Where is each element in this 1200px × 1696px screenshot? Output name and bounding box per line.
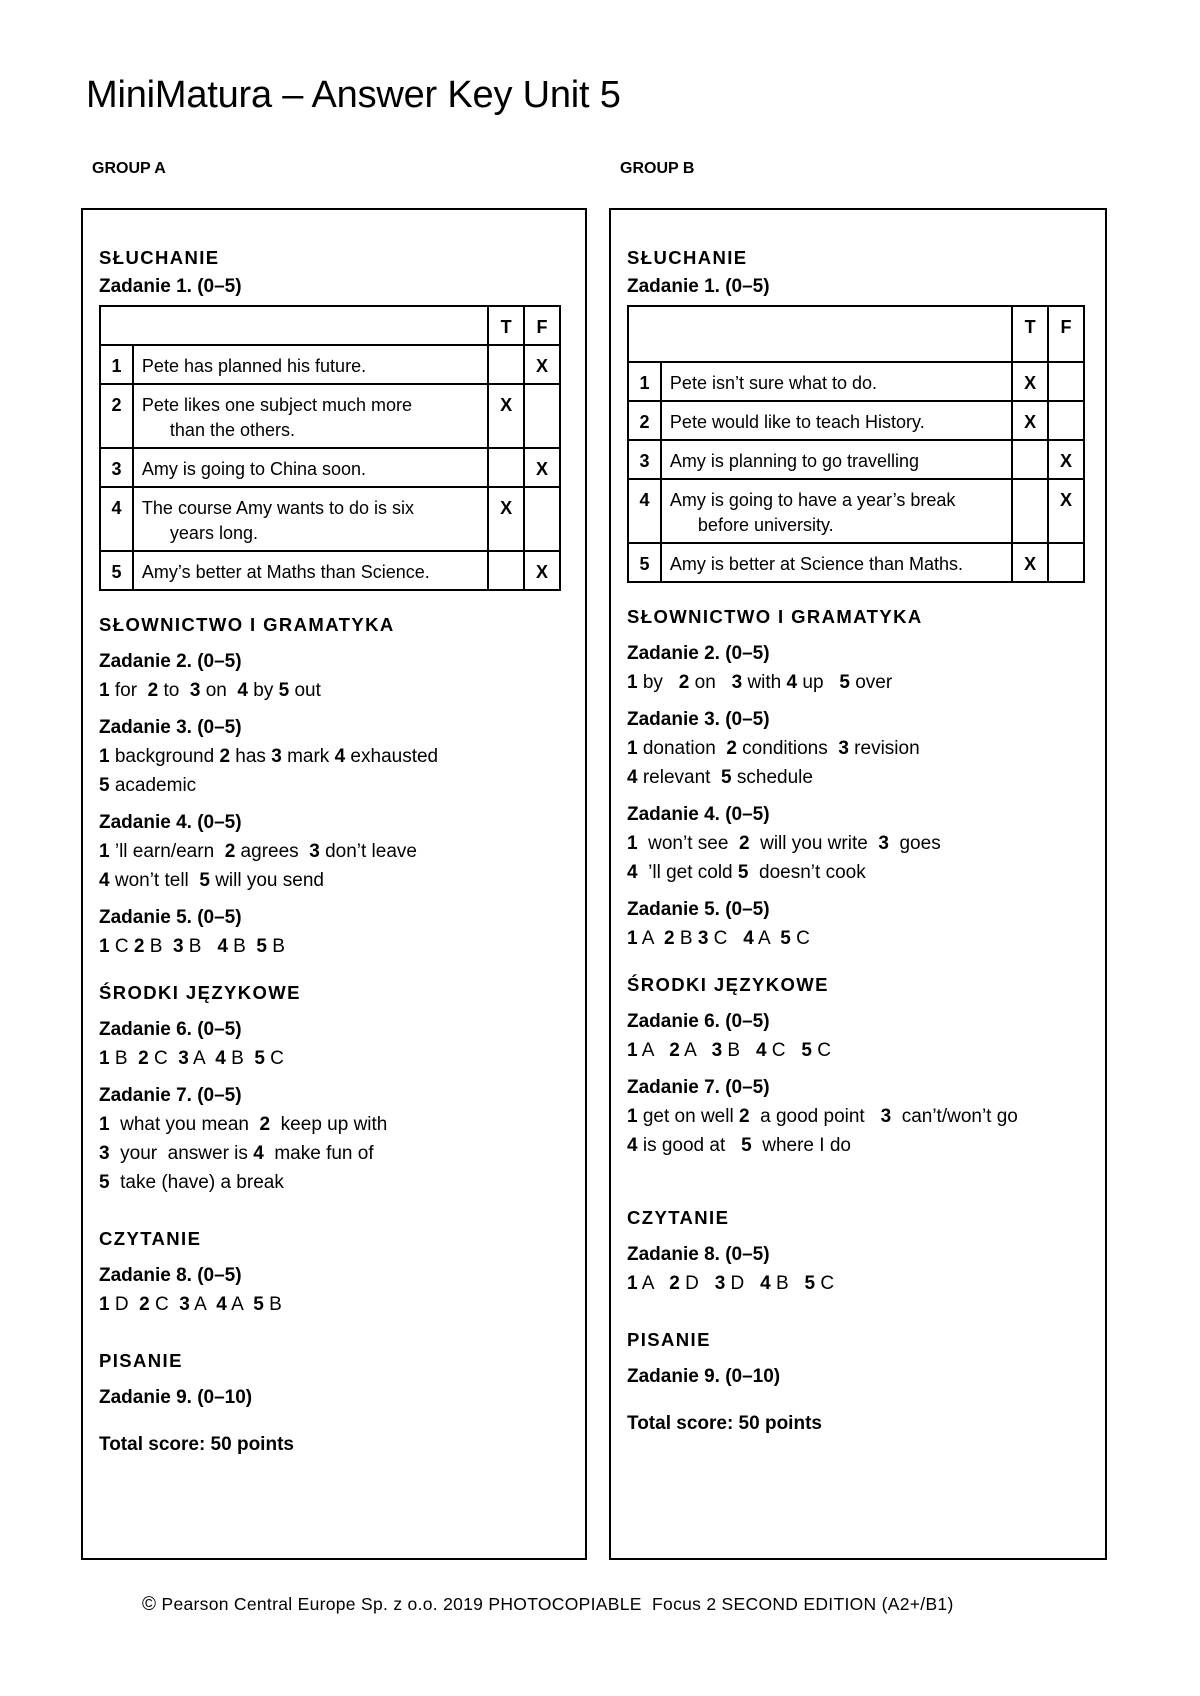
answer-number: 5 — [99, 1172, 110, 1193]
reading-heading: CZYTANIE — [99, 1228, 202, 1249]
answer-number: 1 — [99, 936, 110, 957]
answer-value: by — [248, 680, 279, 701]
answer-line — [627, 1102, 1093, 1131]
task-title: Zadanie 8. (0–5) — [627, 1244, 770, 1265]
answer-value: will you write — [749, 833, 879, 854]
answer-value: a good point — [749, 1106, 881, 1127]
answer-value: academic — [109, 775, 197, 796]
task-title: Zadanie 9. (0–10) — [627, 1366, 781, 1387]
answer-line — [627, 924, 1093, 953]
table-row — [628, 543, 1084, 582]
answer-value: take (have) a break — [109, 1172, 284, 1193]
answer-number: 3 — [838, 738, 849, 759]
answer-number: 4 — [237, 680, 248, 701]
table-row — [628, 401, 1084, 440]
false-mark: X — [524, 448, 560, 487]
group-b-label: GROUP B — [620, 160, 695, 177]
task-title: Zadanie 2. (0–5) — [99, 651, 242, 672]
table-row — [100, 551, 560, 590]
answer-value: relevant — [637, 767, 722, 788]
answer-number: 2 — [669, 1273, 680, 1294]
task-title: Zadanie 5. (0–5) — [627, 899, 770, 920]
row-number: 4 — [100, 487, 133, 551]
answer-number: 2 — [738, 1106, 750, 1127]
language-means-heading: ŚRODKI JĘZYKOWE — [99, 982, 301, 1003]
answer-value: your answer is — [109, 1143, 254, 1164]
answer-line — [99, 1139, 573, 1168]
task-title: Zadanie 2. (0–5) — [627, 643, 770, 664]
answer-value: won’t tell — [109, 870, 200, 891]
false-mark: X — [524, 345, 560, 384]
answer-number: 1 — [627, 1040, 638, 1061]
answer-number: 2 — [147, 680, 159, 701]
answer-number: 1 — [627, 738, 638, 759]
answer-number: 5 — [199, 870, 210, 891]
answer-value: B — [674, 928, 698, 949]
answer-value: on — [200, 680, 238, 701]
answer-number: 2 — [738, 833, 750, 854]
task-title: Zadanie 4. (0–5) — [99, 812, 242, 833]
answer-number: 3 — [178, 1048, 189, 1069]
answer-number: 4 — [627, 862, 638, 883]
answer-number: 5 — [254, 1048, 265, 1069]
group-a-content — [99, 244, 573, 1459]
row-number: 2 — [100, 384, 133, 448]
answer-value: can’t/won’t go — [891, 1106, 1018, 1127]
answer-line — [627, 858, 1093, 887]
answer-number: 2 — [669, 1040, 680, 1061]
answer-value: D — [679, 1273, 715, 1294]
answer-number: 2 — [726, 738, 737, 759]
task-title: Zadanie 3. (0–5) — [627, 709, 770, 730]
answer-number: 4 — [334, 746, 346, 767]
answer-number: 3 — [697, 928, 709, 949]
answer-value: B — [144, 936, 173, 957]
answer-value: is good at — [637, 1135, 742, 1156]
answer-value: ’ll get cold — [637, 862, 738, 883]
answer-value: get on well — [637, 1106, 739, 1127]
listening-heading: SŁUCHANIE — [627, 247, 748, 268]
statement-text: Amy is better at Science than Maths. — [669, 554, 964, 574]
answer-line — [99, 866, 573, 895]
group-b-content — [627, 244, 1093, 1438]
answer-number: 1 — [99, 746, 110, 767]
answer-value: revision — [848, 738, 920, 759]
answer-value: A — [189, 1294, 217, 1315]
answer-value: B — [227, 936, 257, 957]
task-title: Zadanie 7. (0–5) — [627, 1077, 770, 1098]
statement-text: Pete has planned his future. — [141, 356, 367, 376]
statement-text: Amy is going to have a year’s break — [669, 490, 956, 510]
answer-line — [99, 837, 573, 866]
row-statement — [133, 345, 488, 384]
row-statement — [133, 384, 488, 448]
answer-line — [99, 771, 573, 800]
answer-value: by — [637, 672, 679, 693]
answer-value: C — [811, 1040, 831, 1061]
row-statement — [133, 551, 488, 590]
table-row — [100, 448, 560, 487]
false-mark — [1048, 362, 1084, 401]
answer-number: 1 — [99, 1048, 110, 1069]
vocabulary-grammar-heading: SŁOWNICTWO I GRAMATYKA — [627, 606, 923, 627]
answer-number: 5 — [741, 1135, 752, 1156]
answer-number: 1 — [627, 833, 638, 854]
answer-value: goes — [888, 833, 941, 854]
answer-number: 4 — [99, 870, 110, 891]
answer-line — [99, 1044, 573, 1073]
answer-value: doesn’t cook — [748, 862, 866, 883]
answer-value: up — [797, 672, 840, 693]
statement-text: Pete would like to teach History. — [669, 412, 925, 432]
answer-line — [627, 734, 1093, 763]
false-mark — [1048, 543, 1084, 582]
answer-value: C — [109, 936, 134, 957]
answer-value: ’ll earn/earn — [109, 841, 225, 862]
total-score: Total score: 50 points — [627, 1413, 822, 1434]
answer-number: 5 — [801, 1040, 812, 1061]
answer-value: to — [158, 680, 190, 701]
answer-number: 1 — [627, 672, 638, 693]
answer-number: 3 — [172, 936, 184, 957]
answer-number: 2 — [678, 672, 690, 693]
footer — [142, 1594, 954, 1616]
answer-number: 4 — [216, 1294, 227, 1315]
statement-text-continued: years long. — [169, 523, 258, 543]
true-false-table — [627, 305, 1085, 583]
statement-text: Amy is going to China soon. — [141, 459, 367, 479]
header-true: T — [488, 306, 524, 345]
statement-text: Pete likes one subject much more — [141, 395, 413, 415]
answer-line — [627, 763, 1093, 792]
false-mark — [524, 487, 560, 551]
answer-value: with — [742, 672, 787, 693]
false-mark — [524, 384, 560, 448]
answer-value: B — [109, 1048, 139, 1069]
answer-number: 2 — [224, 841, 236, 862]
writing-heading: PISANIE — [627, 1329, 711, 1350]
answer-number: 2 — [139, 1294, 150, 1315]
answer-number: 1 — [627, 1106, 638, 1127]
answer-number: 5 — [278, 680, 290, 701]
group-a-label: GROUP A — [92, 160, 166, 177]
reading-heading: CZYTANIE — [627, 1207, 730, 1228]
answer-line — [99, 742, 573, 771]
true-mark — [1012, 440, 1048, 479]
task-title: Zadanie 7. (0–5) — [99, 1085, 242, 1106]
answer-value: B — [263, 1294, 282, 1315]
row-number: 5 — [628, 543, 661, 582]
table-row — [628, 440, 1084, 479]
table-row — [100, 487, 560, 551]
table-header-row — [100, 306, 560, 345]
header-blank-cell — [100, 306, 488, 345]
true-mark: X — [488, 487, 524, 551]
answer-line — [99, 1290, 573, 1319]
task-title: Zadanie 4. (0–5) — [627, 804, 770, 825]
row-number: 3 — [628, 440, 661, 479]
answer-number: 5 — [256, 936, 267, 957]
answer-value: background — [109, 746, 220, 767]
answer-number: 5 — [804, 1273, 816, 1294]
answer-value: C — [708, 928, 744, 949]
answer-value: don’t leave — [319, 841, 417, 862]
language-means-heading: ŚRODKI JĘZYKOWE — [627, 974, 829, 995]
answer-value: make fun of — [263, 1143, 374, 1164]
answer-number: 3 — [714, 1273, 726, 1294]
answer-line — [99, 932, 573, 961]
answer-value: D — [109, 1294, 140, 1315]
answer-line — [627, 1131, 1093, 1160]
answer-value: C — [815, 1273, 835, 1294]
row-statement — [661, 362, 1012, 401]
answer-line — [627, 668, 1093, 697]
task-title: Zadanie 3. (0–5) — [99, 717, 242, 738]
answer-number: 1 — [99, 1114, 110, 1135]
answer-number: 1 — [627, 928, 638, 949]
answer-value: A — [637, 1040, 670, 1061]
row-statement — [133, 487, 488, 551]
answer-value: will you send — [209, 870, 324, 891]
answer-number: 2 — [219, 746, 231, 767]
answer-number: 4 — [786, 672, 798, 693]
answer-number: 3 — [711, 1040, 723, 1061]
true-mark — [488, 345, 524, 384]
statement-text: Amy’s better at Maths than Science. — [141, 562, 430, 582]
answer-number: 5 — [721, 767, 732, 788]
answer-number: 4 — [215, 1048, 226, 1069]
answer-value: B — [267, 936, 285, 957]
footer-text: Pearson Central Europe Sp. z o.o. 2019 PHOTOCOPIABLE Focus 2 SECOND EDITION (A2+/B1) — [161, 1594, 954, 1614]
vocabulary-grammar-heading: SŁOWNICTWO I GRAMATYKA — [99, 614, 395, 635]
row-statement — [133, 448, 488, 487]
answer-value: where I do — [751, 1135, 851, 1156]
task-title: Zadanie 1. (0–5) — [627, 276, 770, 297]
answer-number: 5 — [780, 928, 791, 949]
answer-value: mark — [281, 746, 335, 767]
statement-text-continued: before university. — [697, 515, 834, 535]
answer-number: 4 — [760, 1273, 771, 1294]
answer-number: 3 — [878, 833, 889, 854]
answer-value: B — [183, 936, 218, 957]
answer-number: 5 — [99, 775, 110, 796]
true-mark: X — [1012, 543, 1048, 582]
answer-line — [627, 1269, 1093, 1298]
answer-value: conditions — [736, 738, 839, 759]
answer-number: 3 — [179, 1294, 190, 1315]
row-number: 4 — [628, 479, 661, 543]
group-b-panel — [609, 208, 1107, 1560]
answer-number: 3 — [731, 672, 743, 693]
answer-value: C — [148, 1048, 179, 1069]
answer-value: D — [725, 1273, 761, 1294]
row-number: 2 — [628, 401, 661, 440]
answer-value: C — [790, 928, 810, 949]
row-number: 1 — [100, 345, 133, 384]
task-title: Zadanie 8. (0–5) — [99, 1265, 242, 1286]
answer-line — [99, 1168, 573, 1197]
answer-value: A — [679, 1040, 712, 1061]
header-blank-cell — [628, 306, 1012, 362]
task-title: Zadanie 9. (0–10) — [99, 1387, 253, 1408]
copyright-icon: © — [142, 1594, 157, 1615]
true-mark — [1012, 479, 1048, 543]
answer-number: 2 — [133, 936, 145, 957]
row-number: 1 — [628, 362, 661, 401]
answer-value: B — [770, 1273, 805, 1294]
answer-number: 4 — [743, 928, 754, 949]
true-mark: X — [1012, 362, 1048, 401]
answer-line — [99, 676, 573, 705]
header-true: T — [1012, 306, 1048, 362]
header-false: F — [1048, 306, 1084, 362]
row-statement — [661, 440, 1012, 479]
answer-line — [99, 1110, 573, 1139]
writing-heading: PISANIE — [99, 1350, 183, 1371]
answer-number: 3 — [99, 1143, 110, 1164]
answer-value: on — [689, 672, 732, 693]
table-header-row — [628, 306, 1084, 362]
answer-value: won’t see — [637, 833, 739, 854]
statement-text-continued: than the others. — [169, 420, 296, 440]
answer-number: 1 — [99, 1294, 110, 1315]
answer-number: 2 — [259, 1114, 271, 1135]
answer-number: 3 — [271, 746, 282, 767]
answer-line — [627, 1036, 1093, 1065]
answer-number: 3 — [880, 1106, 892, 1127]
answer-number: 2 — [664, 928, 675, 949]
true-mark — [488, 551, 524, 590]
false-mark: X — [524, 551, 560, 590]
answer-number: 4 — [217, 936, 228, 957]
row-number: 5 — [100, 551, 133, 590]
answer-number: 5 — [737, 862, 749, 883]
row-statement — [661, 479, 1012, 543]
statement-text: The course Amy wants to do is six — [141, 498, 415, 518]
answer-number: 5 — [839, 672, 850, 693]
false-mark — [1048, 401, 1084, 440]
answer-value: exhausted — [345, 746, 439, 767]
answer-number: 4 — [253, 1143, 264, 1164]
answer-value: out — [289, 680, 321, 701]
false-mark: X — [1048, 479, 1084, 543]
answer-number: 4 — [627, 767, 638, 788]
answer-number: 3 — [309, 841, 320, 862]
true-mark: X — [488, 384, 524, 448]
total-score: Total score: 50 points — [99, 1434, 294, 1455]
table-row — [628, 479, 1084, 543]
false-mark: X — [1048, 440, 1084, 479]
true-mark: X — [1012, 401, 1048, 440]
answer-value: A — [188, 1048, 216, 1069]
answer-number: 1 — [627, 1273, 638, 1294]
listening-heading: SŁUCHANIE — [99, 247, 220, 268]
task-title: Zadanie 1. (0–5) — [99, 276, 242, 297]
table-row — [100, 384, 560, 448]
answer-value: what you mean — [109, 1114, 260, 1135]
row-statement — [661, 401, 1012, 440]
answer-value: over — [849, 672, 893, 693]
group-a-panel — [81, 208, 587, 1560]
task-title: Zadanie 6. (0–5) — [627, 1011, 770, 1032]
answer-value: B — [225, 1048, 255, 1069]
true-false-table — [99, 305, 561, 591]
statement-text: Pete isn’t sure what to do. — [669, 373, 878, 393]
answer-value: has — [230, 746, 272, 767]
answer-number: 1 — [99, 841, 110, 862]
answer-number: 4 — [627, 1135, 638, 1156]
answer-value: C — [766, 1040, 802, 1061]
statement-text: Amy is planning to go travelling — [669, 451, 920, 471]
answer-value: C — [264, 1048, 284, 1069]
answer-value: agrees — [235, 841, 310, 862]
row-statement — [661, 543, 1012, 582]
task-title: Zadanie 5. (0–5) — [99, 907, 242, 928]
answer-value: A — [753, 928, 781, 949]
header-false: F — [524, 306, 560, 345]
answer-line — [627, 829, 1093, 858]
answer-number: 5 — [253, 1294, 264, 1315]
table-row — [628, 362, 1084, 401]
answer-value: schedule — [731, 767, 813, 788]
answer-number: 4 — [755, 1040, 767, 1061]
answer-number: 2 — [138, 1048, 149, 1069]
answer-value: keep up with — [270, 1114, 388, 1135]
answer-value: for — [109, 680, 148, 701]
answer-number: 3 — [189, 680, 201, 701]
answer-value: B — [722, 1040, 756, 1061]
row-number: 3 — [100, 448, 133, 487]
answer-value: C — [149, 1294, 180, 1315]
task-title: Zadanie 6. (0–5) — [99, 1019, 242, 1040]
table-row — [100, 345, 560, 384]
page-title: MiniMatura – Answer Key Unit 5 — [86, 74, 621, 116]
true-mark — [488, 448, 524, 487]
answer-value: A — [637, 928, 664, 949]
answer-value: A — [637, 1273, 670, 1294]
answer-value: A — [226, 1294, 254, 1315]
answer-number: 1 — [99, 680, 110, 701]
answer-value: donation — [637, 738, 727, 759]
